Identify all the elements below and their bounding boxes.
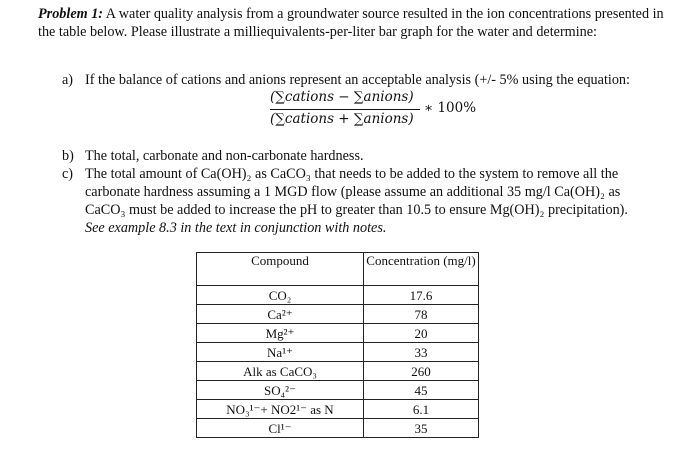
compound-cell: Alk as CaCO₃: [197, 362, 364, 381]
concentration-cell: 17.6: [364, 286, 479, 305]
problem-title: Problem 1:: [38, 6, 104, 22]
item-a-text: If the balance of cations and anions represent an acceptable analysis (+/- 5% using the equation:: [85, 72, 630, 88]
concentration-cell: 35: [364, 419, 479, 438]
concentration-cell: 78: [364, 305, 479, 324]
item-c-label: c): [62, 166, 74, 182]
compound-cell: NO₃¹⁻+ NO2¹⁻ as N: [197, 400, 364, 419]
table-row: [197, 305, 479, 324]
header-compound: Compound: [197, 253, 364, 286]
item-c-text: [85, 165, 645, 237]
item-c-line-3: CaCO₃ must be added to increase the pH to greater than 10.5 to ensure Mg(OH)₂ precipitation).: [85, 202, 628, 218]
concentration-cell: 20: [364, 324, 479, 343]
equation-denominator: (∑cations + ∑anions): [270, 111, 414, 127]
item-c-line-2: carbonate hardness assuming a 1 MGD flow (please assume an additional 35 mg/l Ca(OH)₂ as: [85, 184, 621, 200]
concentration-cell: 45: [364, 381, 479, 400]
item-a-label: a): [62, 72, 74, 88]
table-row: [197, 419, 479, 438]
item-c-note: See example 8.3 in the text in conjunction with notes.: [85, 220, 387, 236]
compound-cell: Ca²⁺: [197, 305, 364, 324]
compound-cell: SO₄²⁻: [197, 381, 364, 400]
table-row: [197, 286, 479, 305]
equation-multiplier: ∗ 100%: [424, 100, 477, 116]
item-c-line-1: The total amount of Ca(OH)₂ as CaCO₃ that needs to be added to the system to remove all the: [85, 166, 619, 182]
table-row: [197, 400, 479, 419]
compound-cell: Na¹⁺: [197, 343, 364, 362]
problem-intro: A water quality analysis from a groundwater source resulted in the ion concentrations presented in the table below. Please illustrate a milliequivalents-per-liter bar graph for the water and determine:: [38, 6, 664, 40]
equation-numerator: (∑cations − ∑anions): [270, 89, 414, 105]
balance-equation: [262, 88, 502, 132]
item-b-label: b): [62, 148, 74, 164]
compound-cell: Cl¹⁻: [197, 419, 364, 438]
table-header-row: [197, 253, 479, 286]
table-row: [197, 324, 479, 343]
concentration-cell: 33: [364, 343, 479, 362]
table-row: [197, 343, 479, 362]
table-row: [197, 362, 479, 381]
item-b-text: The total, carbonate and non-carbonate hardness.: [85, 148, 364, 164]
compound-cell: Mg²⁺: [197, 324, 364, 343]
concentration-cell: 260: [364, 362, 479, 381]
concentration-cell: 6.1: [364, 400, 479, 419]
problem-statement: [38, 5, 678, 41]
header-concentration: Concentration (mg/l): [364, 253, 479, 286]
compound-cell: CO₂: [197, 286, 364, 305]
table-row: [197, 381, 479, 400]
ion-concentration-table: [196, 252, 479, 438]
